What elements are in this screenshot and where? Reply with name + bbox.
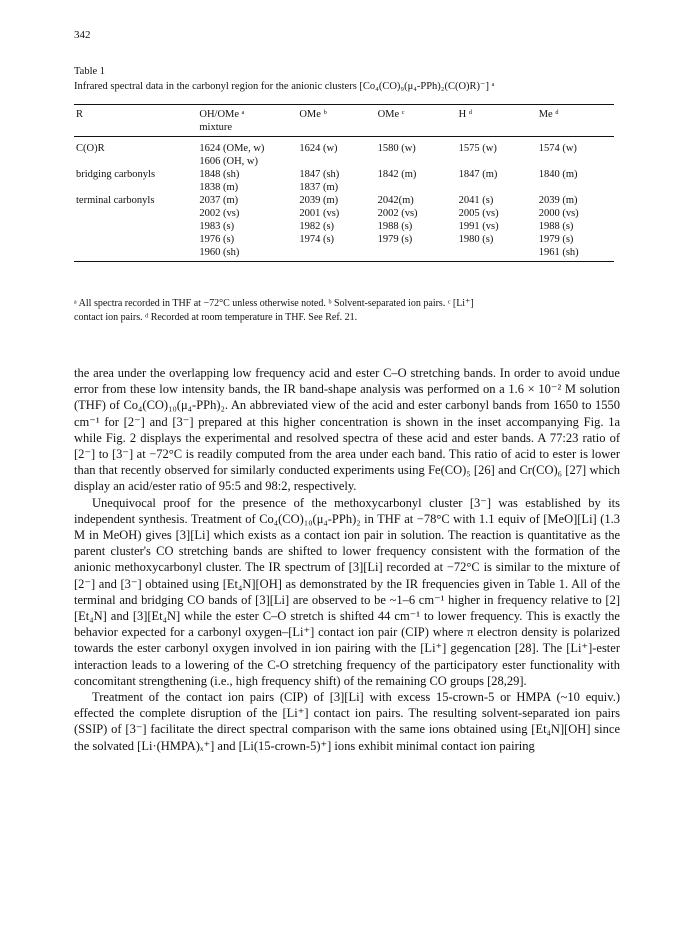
table-cell: 1961 (sh) xyxy=(537,246,614,262)
row-label: terminal carbonyls xyxy=(76,195,155,206)
row-label xyxy=(74,207,197,220)
table-cell: 2042(m) xyxy=(377,195,414,206)
table-cell: 1979 (s) xyxy=(377,234,413,245)
table-row xyxy=(74,194,614,207)
table-cell xyxy=(376,181,457,194)
table-cell: 1983 (s) xyxy=(199,221,235,232)
table-row xyxy=(74,233,614,246)
table-cell: 1848 (sh) xyxy=(199,169,240,180)
row-label xyxy=(74,181,197,194)
table-cell: 1847 (sh) xyxy=(299,169,340,180)
table-cell xyxy=(457,181,537,194)
table-cell: 1837 (m) xyxy=(299,182,339,193)
table-cell: 1580 (w) xyxy=(377,143,416,154)
table-cell: 1840 (m) xyxy=(538,169,578,180)
paragraph: Unequivocal proof for the presence of the methoxycarbonyl cluster [3⁻] was established by its independent synthesis. Treatment of Co₄(CO)₁₀(μ₄-PPh)₂ in THF at −78°C with 1.1 equiv of [MeO][Li] (1.3 M in MeOH) gives [3][Li] which exists as a contact ion pair in solution. The reaction is quantitative as the parent cluster's CO stretching bands are shifted to lower frequency consistent with the formation of the anionic methoxycarbonyl cluster. The IR spectrum of [3][Li] recorded at −72°C is similar to the mixture of [2⁻] and [3⁻] obtained using [Et₄N][OH] as demonstrated by the IR frequencies given in Table 1. All of the terminal and bridging CO bands of [3][Li] are observed to be ~1–6 cm⁻¹ higher in frequency relative to [2][Et₄N] and [3][Et₄N] while the ester C–O stretch is shifted 44 cm⁻¹ to lower frequency. This is exactly the behavior expected for a carbonyl oxygen–[Li⁺] contact ion pair (CIP) where π electron density is polarized towards the ester carbonyl oxygen involved in ion pairing with the [Li⁺] gegencation [28]. The [Li⁺]-ester interaction leads to a lowering of the C-O stretching frequency of the participatory ester functionality with concomitant strengthening (i.e., high frequency shift) of the remaining CO groups [28,29]. xyxy=(74,495,620,688)
table-cell: 1988 (s) xyxy=(538,221,574,232)
column-header: OH/OMe ᵃ xyxy=(197,105,297,122)
table-cell: 2002 (vs) xyxy=(377,208,418,219)
table-cell: 2041 (s) xyxy=(458,195,494,206)
table-cell: 2005 (vs) xyxy=(458,208,499,219)
table-cell: 1979 (s) xyxy=(538,234,574,245)
row-label xyxy=(74,155,197,168)
table-cell: 1974 (s) xyxy=(299,234,335,245)
table-cell: 1988 (s) xyxy=(377,221,413,232)
table-cell: 2001 (vs) xyxy=(299,208,340,219)
table-cell: 1847 (m) xyxy=(458,169,498,180)
table-cell xyxy=(537,181,614,194)
table-row xyxy=(74,137,614,156)
table-cell xyxy=(297,246,375,262)
table-cell: 1976 (s) xyxy=(199,234,235,245)
table-row xyxy=(74,168,614,181)
table-cell: 2039 (m) xyxy=(299,195,339,206)
table-caption-text: Infrared spectral data in the carbonyl region for the anionic clusters [Co₄(CO)₉(μ₄-PPh)₂(C(O)R)⁻] ᵃ xyxy=(74,81,495,92)
paragraph: Treatment of the contact ion pairs (CIP) of [3][Li] with excess 15-crown-5 or HMPA (~10 equiv.) effected the complete disruption of the [Li⁺] contact ion pairs. The resulting solvent-separated ion pairs (SSIP) of [3⁻] facilitate the direct spectral comparison with the same ions obtained using [Et₄N][OH] since the solvated [Li·(HMPA)ₓ⁺] and [Li(15-crown-5)⁺] ions exhibit minimal contact ion pairing xyxy=(74,690,620,753)
row-label: C(O)R xyxy=(76,143,105,154)
row-label xyxy=(74,246,197,262)
table-row xyxy=(74,220,614,233)
table-caption xyxy=(74,64,614,94)
row-label xyxy=(74,220,197,233)
table-row xyxy=(74,207,614,220)
table-cell: 2039 (m) xyxy=(538,195,578,206)
footnote-line: ᵃ All spectra recorded in THF at −72°C unless otherwise noted. ᵇ Solvent-separated ion pairs. ᶜ [Li⁺] xyxy=(74,298,474,309)
row-label: bridging carbonyls xyxy=(76,169,156,180)
table-cell xyxy=(376,246,457,262)
table-cell: 1838 (m) xyxy=(199,182,239,193)
column-header-subline: mixture xyxy=(197,121,297,137)
table-cell: 1624 (OMe, w) xyxy=(199,143,265,154)
table-cell xyxy=(457,246,537,262)
table-cell: 1980 (s) xyxy=(458,234,494,245)
column-header: OMe ᶜ xyxy=(376,105,457,122)
table-cell xyxy=(457,155,537,168)
table-row xyxy=(74,155,614,168)
table-cell: 1624 (w) xyxy=(299,143,338,154)
column-header: Me ᵈ xyxy=(537,105,614,122)
table-cell: 1574 (w) xyxy=(538,143,577,154)
table-cell: 1575 (w) xyxy=(458,143,497,154)
page-number: 342 xyxy=(74,29,91,41)
table-cell: 1606 (OH, w) xyxy=(199,156,258,167)
table-footnotes xyxy=(74,297,614,325)
table-cell: 1960 (sh) xyxy=(197,246,297,262)
table-cell xyxy=(376,155,457,168)
table-label: Table 1 xyxy=(74,66,106,77)
table-cell: 1982 (s) xyxy=(299,221,335,232)
table-cell: 2002 (vs) xyxy=(199,208,240,219)
row-label xyxy=(74,233,197,246)
table-cell: 1842 (m) xyxy=(377,169,417,180)
table-cell: 2037 (m) xyxy=(199,195,239,206)
spectral-data-table xyxy=(74,104,614,262)
footnote-line: contact ion pairs. ᵈ Recorded at room temperature in THF. See Ref. 21. xyxy=(74,312,358,323)
paragraph: the area under the overlapping low frequency acid and ester C–O stretching bands. In order to avoid undue error from these low intensity bands, the IR band-shape analysis was performed on a 1.6 × 10⁻² M solution (THF) of Co₄(CO)₁₀(μ₄-PPh)₂. An abbreviated view of the acid and ester carbonyl bands from 1650 to 1550 cm⁻¹ for [2⁻] and [3⁻] prepared at this higher concentration is shown in the inset accompanying Fig. 1a while Fig. 2 displays the experimental and resolved spectra of these acid and ester bands. A 77:23 ratio of [2⁻] to [3⁻] at −72°C is readily computed from the area under each band. This ratio of acid to ester is lower than that recently observed for similarly conducted experiments using Fe(CO)₅ [26] and Cr(CO)₆ [27] which display an acid/ester ratio of 95:5 and 98:2, respectively. xyxy=(74,366,620,494)
column-header: R xyxy=(74,105,197,122)
table-cell xyxy=(297,155,375,168)
table-row xyxy=(74,246,614,262)
table-body xyxy=(74,137,614,262)
body-text xyxy=(74,365,620,754)
column-header: H ᵈ xyxy=(457,105,537,122)
table-cell: 1991 (vs) xyxy=(458,221,499,232)
table-row xyxy=(74,181,614,194)
table-cell xyxy=(537,155,614,168)
column-header: OMe ᵇ xyxy=(297,105,375,122)
table-cell: 2000 (vs) xyxy=(538,208,579,219)
